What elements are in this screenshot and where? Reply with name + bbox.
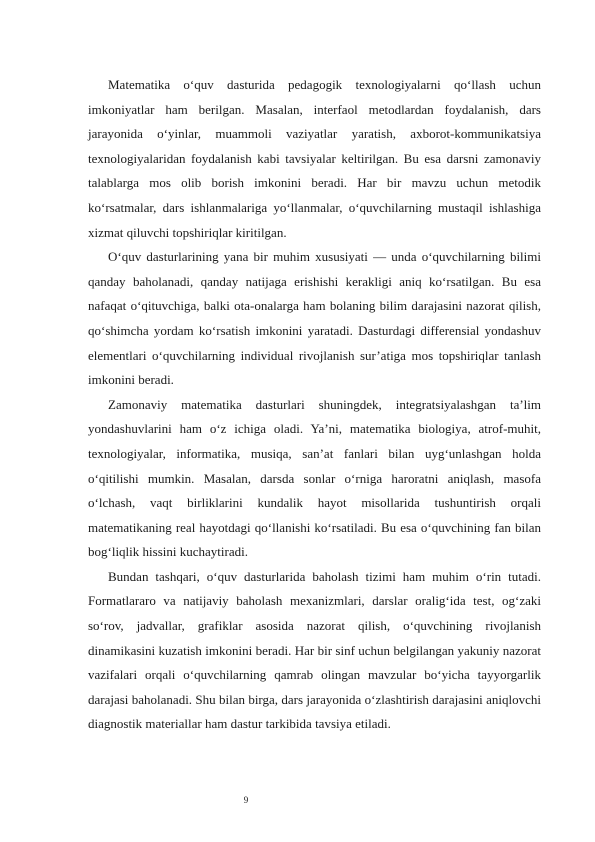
paragraph-3: Zamonaviy matematika dasturlari shuningdek, integratsiyalashgan ta’lim yondashuvlarini ham o‘z ichiga oladi. Ya’ni, matematika biologiya, atrof-muhit, texnologiyalar, informatika, musiqa, san’at fanlari bilan uyg‘unlashgan holda o‘qitilishi mumkin. Masalan, darsda sonlar o‘rniga haroratni aniqlash, masofa o‘lchash, vaqt birliklarini kundalik hayot misollarida tushuntirish orqali matematikaning real hayotdagi qo‘llanishi ko‘rsatiladi. Bu esa o‘quvchining fan bilan bog‘liqlik hissini kuchaytiradi. bbox=[88, 396, 541, 560]
page-number: 9 bbox=[243, 795, 249, 805]
document-body bbox=[88, 73, 541, 737]
paragraph-4: Bundan tashqari, o‘quv dasturlarida baholash tizimi ham muhim o‘rin tutadi. Formatlararo va natijaviy baholash mexanizmlari, darslar oralig‘ida test, og‘zaki so‘rov, jadvallar, grafiklar asosida nazorat qilish, o‘quvchining rivojlanish dinamikasini kuzatish imkonini beradi. Har bir sinf uchun belgilangan yakuniy nazorat vazifalari orqali o‘quvchilarning qamrab olingan mavzular bo‘yicha tayyorgarlik darajasi baholanadi. Shu bilan birga, dars jarayonida o‘zlashtirish darajasini aniqlovchi diagnostik materiallar ham dastur tarkibida tavsiya etiladi. bbox=[88, 568, 541, 732]
paragraph-2: O‘quv dasturlarining yana bir muhim xususiyati — unda o‘quvchilarning bilimi qanday baholanadi, qanday natijaga erishishi kerakligi aniq ko‘rsatilgan. Bu esa nafaqat o‘qituvchiga, balki ota-onalarga ham bolaning bilim darajasini nazorat qilish, qo‘shimcha yordam ko‘rsatish imkonini yaratadi. Dasturdagi differensial yondashuv elementlari o‘quvchilarning individual rivojlanish sur’atiga mos topshiriqlar tanlash imkonini beradi. bbox=[88, 249, 541, 388]
paragraph-1: Matematika o‘quv dasturida pedagogik texnologiyalarni qo‘llash uchun imkoniyatlar ham berilgan. Masalan, interfaol metodlardan foydalanish, dars jarayonida o‘yinlar, muammoli vaziyatlar yaratish, axborot-kommunikatsiya texnologiyalaridan foydalanish kabi tavsiyalar keltirilgan. Bu esa darsni zamonaviy talablarga mos olib borish imkonini beradi. Har bir mavzu uchun metodik ko‘rsatmalar, dars ishlanmalariga yo‘llanmalar, o‘quvchilarning mustaqil ishlashiga xizmat qiluvchi topshiriqlar kiritilgan. bbox=[88, 77, 541, 240]
